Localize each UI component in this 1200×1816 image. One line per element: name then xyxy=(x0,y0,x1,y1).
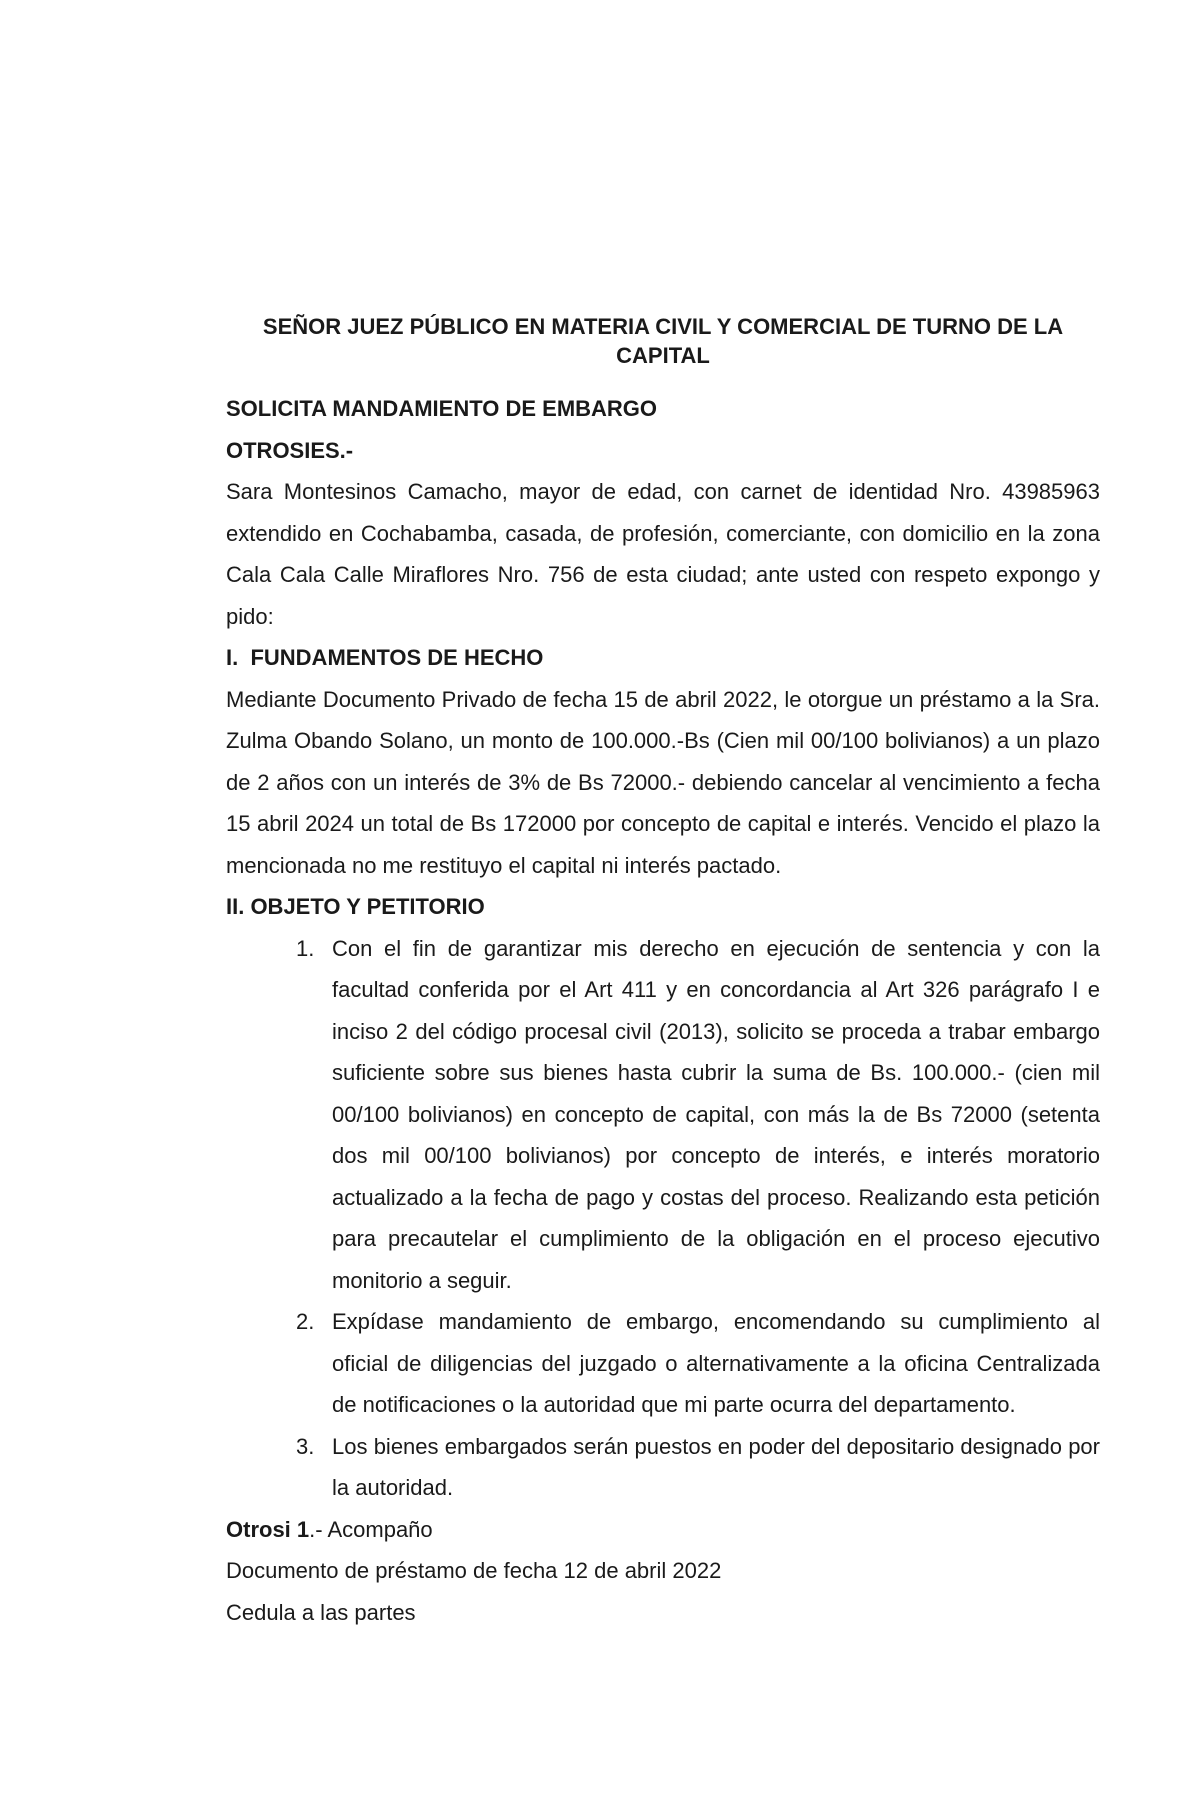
petitorio-item xyxy=(226,1301,1100,1426)
petitorio-item-text: Los bienes embargados serán puestos en poder del depositario designado por la autoridad. xyxy=(332,1433,1100,1500)
otrosies-heading: OTROSIES.- xyxy=(226,437,354,463)
section-2-heading: II. OBJETO Y PETITORIO xyxy=(226,894,485,919)
otrosi-1-line xyxy=(226,1509,1100,1551)
petitorio-item xyxy=(226,928,1100,1302)
otrosi-1-label: Otrosi 1 xyxy=(226,1516,310,1542)
attachment-item: Documento de préstamo de fecha 12 de abril 2022 xyxy=(226,1558,722,1583)
petitorio-item-number: 1. xyxy=(296,935,315,961)
addressee-heading: SEÑOR JUEZ PÚBLICO EN MATERIA CIVIL Y COMERCIAL DE TURNO DE LA CAPITAL xyxy=(262,314,1064,368)
petitorio-item-number: 2. xyxy=(296,1309,315,1334)
document-page xyxy=(226,312,1100,1633)
petitorio-item-text: Con el fin de garantizar mis derecho en ejecución de sentencia y con la facultad conferida por el Art 411 y en concordancia al Art 326 parágrafo I e inciso 2 del código procesal civil (2013), solicito se proceda a trabar embargo suficiente sobre sus bienes hasta cubrir la suma de Bs. 100.000.- (cien mil 00/100 bolivianos) en concepto de capital, con más la de Bs 72000 (setenta dos mil 00/100 bolivianos) por concepto de interés, e interés moratorio actualizado a la fecha de pago y costas del proceso. Realizando esta petición para precautelar el cumplimiento de la obligación en el proceso ejecutivo monitorio a seguir. xyxy=(332,935,1100,1293)
section-1-paragraph: Mediante Documento Privado de fecha 15 de abril 2022, le otorgue un préstamo a la Sra. Zulma Obando Solano, un monto de 100.000.-Bs (Cien mil 00/100 bolivianos) a un plazo de 2 años con un interés de 3% de Bs 72000.- debiendo cancelar al vencimiento a fecha 15 abril 2024 un total de Bs 172000 por concepto de capital e interés. Vencido el plazo la mencionada no me restituyo el capital ni interés pactado. xyxy=(226,686,1100,878)
petitorio-item xyxy=(226,1426,1100,1509)
section-1-heading: I. FUNDAMENTOS DE HECHO xyxy=(226,645,544,670)
petitorio-list xyxy=(226,928,1100,1509)
otrosi-1-text: .- Acompaño xyxy=(309,1516,433,1542)
petitorio-item-text: Expídase mandamiento de embargo, encomendando su cumplimiento al oficial de diligencias del juzgado o alternativamente a la oficina Centralizada de notificaciones o la autoridad que mi parte ocurra del departamento. xyxy=(332,1309,1100,1417)
intro-paragraph: Sara Montesinos Camacho, mayor de edad, con carnet de identidad Nro. 43985963 extendido en Cochabamba, casada, de profesión, comerciante, con domicilio en la zona Cala Cala Calle Miraflores Nro. 756 de esta ciudad; ante usted con respeto expongo y pido: xyxy=(226,479,1100,629)
petitorio-item-number: 3. xyxy=(296,1433,315,1459)
subject-heading: SOLICITA MANDAMIENTO DE EMBARGO xyxy=(226,396,658,421)
attachment-item: Cedula a las partes xyxy=(226,1599,416,1625)
